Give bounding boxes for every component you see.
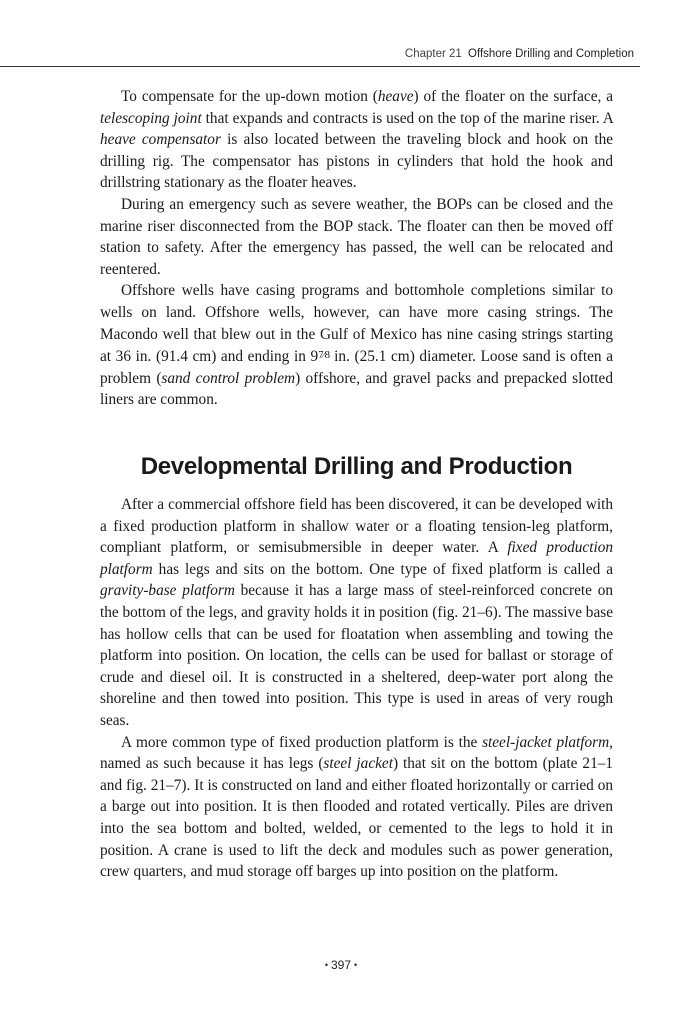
- chapter-title: Offshore Drilling and Completion: [468, 48, 634, 60]
- paragraph: [100, 86, 613, 194]
- italic-term: sand control problem: [161, 369, 296, 387]
- body-text-top: [100, 86, 613, 411]
- header-rule: [0, 66, 640, 67]
- italic-term: telescoping joint: [100, 109, 202, 127]
- page-number-value: 397: [330, 958, 352, 972]
- text-run: A more common type of fixed production platform is the: [121, 733, 483, 751]
- italic-term: steel jacket: [323, 755, 393, 773]
- text-run: To compensate for the up-down motion (: [121, 88, 378, 105]
- folio-dot-right: •: [354, 960, 358, 970]
- italic-term: heave compensator: [100, 131, 221, 149]
- fraction: 7⁄8: [318, 349, 330, 362]
- paragraph: [100, 494, 613, 732]
- text-run: is also located between the traveling block and hook on the drilling rig. The compensator has pistons in cylinders that hold the hook and drillstring stationary as the floater heaves.: [100, 131, 614, 192]
- text-run: After a commercial offshore field has been discovered, it can be developed with a fixed production platform in shallow water or a floating tension-leg platform, compliant platform, or semisubmersible in deeper water. A: [100, 496, 613, 557]
- paragraph: [100, 280, 613, 411]
- text-run: ) that sit on the bottom (plate 21–1 and fig. 21–7). It is constructed on land and either floated horizontally or carried on a barge out into position. It is then flooded and rotated vertically. Piles are driven into the sea bottom and bolted, welded, or cemented to the legs to hold it in position. A crane is used to lift the deck and modules such as power generation, crew quarters, and mud storage off barges up into position on the platform.: [100, 755, 614, 881]
- chapter-number: Chapter 21: [404, 48, 462, 60]
- running-head: [405, 48, 634, 60]
- text-run: has legs and sits on the bottom. One type of fixed platform is called a: [152, 560, 613, 578]
- text-run: that expands and contracts is used on the top of the marine riser. A: [201, 109, 613, 127]
- text-run: Offshore wells have casing programs and bottomhole completions similar to wells on land. Offshore wells, however, can have more casing strings. The Macondo well that blew out in the Gulf of Mexico has nine casing strings starting at 36 in. (91.4 cm) and ending in 9: [100, 282, 613, 366]
- text-run: During an emergency such as severe weather, the BOPs can be closed and the marine riser disconnected from the BOP stack. The floater can then be moved off station to safety. After the emergency has passed, the well can be relocated and reentered.: [100, 195, 613, 278]
- text-run: because it has a large mass of steel-reinforced concrete on the bottom of the legs, and gravity holds it in position (fig. 21–6). The massive base has hollow cells that can be used for floatation when assembling and towing the platform into position. On location, the cells can be used for ballast or storage of crude and diesel oil. It is constructed in a sheltered, deep-water port along the shoreline and then towed into position. This type is used in areas of very rough seas.: [100, 582, 613, 729]
- italic-term: fixed production platform: [100, 539, 613, 578]
- italic-term: gravity-base platform: [100, 582, 235, 600]
- text-run: , named as such because it has legs (: [100, 733, 613, 773]
- paragraph: [100, 194, 613, 280]
- text-run: ) offshore, and gravel packs and prepacked slotted liners are common.: [100, 369, 613, 409]
- section-heading: Developmental Drilling and Production: [140, 453, 573, 480]
- italic-term: steel-jacket platform: [482, 733, 610, 751]
- page-number: [0, 958, 682, 972]
- paragraph: [100, 732, 613, 883]
- italic-term: heave: [377, 88, 414, 105]
- folio-dot-left: •: [324, 960, 328, 970]
- text-run: ) of the floater on the surface, a: [413, 88, 614, 105]
- text-run: in. (25.1 cm) diameter. Loose sand is often a problem (: [100, 348, 613, 387]
- body-text-bottom: [100, 494, 613, 883]
